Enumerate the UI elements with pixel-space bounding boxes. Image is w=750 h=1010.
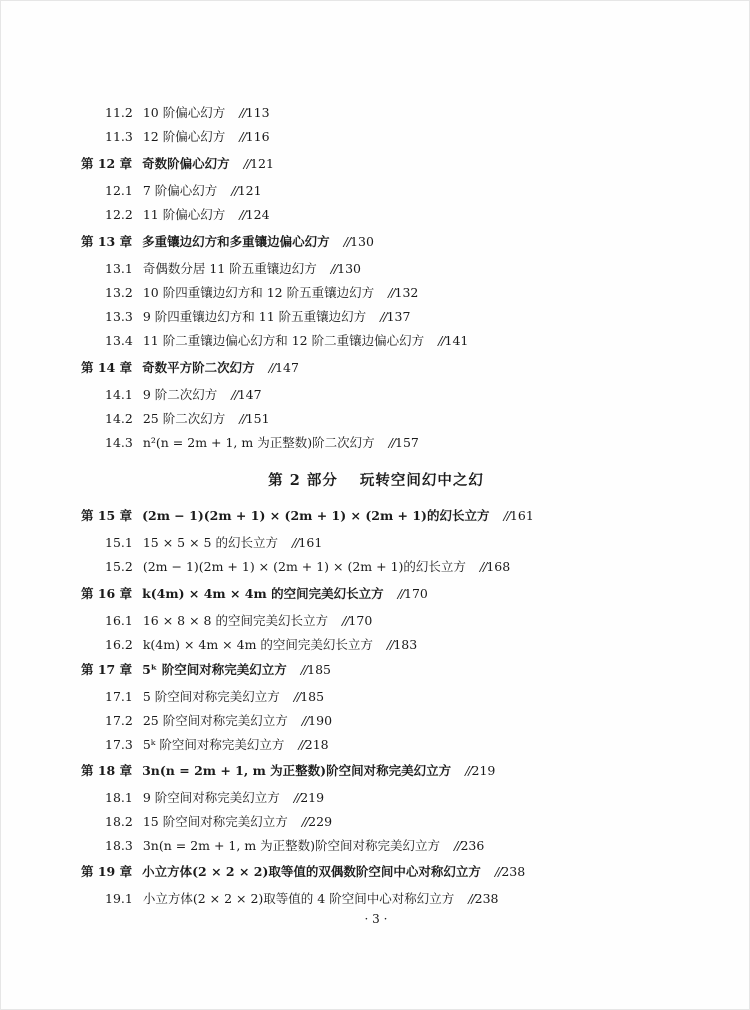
page-reference: //157 xyxy=(388,435,419,450)
entry-title: n²(n = 2m + 1, m 为正整数)阶二次幻方 xyxy=(142,435,375,450)
entry-title: 奇偶数分居 11 阶五重镶边幻方 xyxy=(142,261,317,276)
toc-entry[interactable] xyxy=(105,129,270,145)
page-number: 141 xyxy=(444,333,469,348)
entry-number: 15.2 xyxy=(105,559,133,574)
entry-number: 13.3 xyxy=(105,309,133,324)
chapter-number: 第 18 章 xyxy=(81,763,133,778)
page-number: 124 xyxy=(245,207,270,222)
page-number: 236 xyxy=(460,838,485,853)
entry-number: 12.1 xyxy=(105,183,133,198)
toc-entry[interactable] xyxy=(105,559,510,575)
page-number: 183 xyxy=(393,637,418,652)
page-reference: //236 xyxy=(454,838,485,853)
page-reference: //168 xyxy=(479,559,511,574)
entry-number: 11.2 xyxy=(105,105,133,120)
page-number: 170 xyxy=(348,613,373,628)
page-reference: //116 xyxy=(239,129,270,144)
entry-title: 5 阶空间对称完美幻立方 xyxy=(142,689,280,704)
entry-title: 11 阶偏心幻方 xyxy=(142,207,226,222)
entry-title: 3n(n = 2m + 1, m 为正整数)阶空间对称完美幻立方 xyxy=(142,838,441,853)
page-reference: //130 xyxy=(343,234,374,249)
page-number: 185 xyxy=(307,662,331,677)
entry-number: 14.2 xyxy=(105,411,133,426)
entry-number: 11.3 xyxy=(105,129,133,144)
toc-entry[interactable] xyxy=(105,689,324,705)
page-number: 147 xyxy=(237,387,262,402)
entry-title: 11 阶二重镶边偏心幻方和 12 阶二重镶边偏心幻方 xyxy=(142,333,425,348)
chapter-number: 第 16 章 xyxy=(81,586,133,601)
page-number: 161 xyxy=(509,508,534,523)
page-number: 157 xyxy=(395,435,419,450)
chapter-title: 多重镶边幻方和多重镶边偏心幻方 xyxy=(142,234,330,249)
entry-number: 13.1 xyxy=(105,261,133,276)
page-number: 121 xyxy=(250,156,274,171)
toc-chapter[interactable] xyxy=(81,763,495,779)
entry-title: 12 阶偏心幻方 xyxy=(142,129,226,144)
chapter-title: 小立方体(2 × 2 × 2)取等值的双偶数阶空间中心对称幻立方 xyxy=(142,864,481,879)
page-reference: //124 xyxy=(239,207,270,222)
entry-title: 25 阶空间对称完美幻立方 xyxy=(142,713,288,728)
page-number: 168 xyxy=(486,559,511,574)
entry-number: 17.2 xyxy=(105,713,133,728)
toc-chapter[interactable] xyxy=(81,864,525,880)
page-reference: //190 xyxy=(301,713,333,728)
page-reference: //183 xyxy=(386,637,418,652)
chapter-number: 第 19 章 xyxy=(81,864,133,879)
entry-title: 10 阶偏心幻方 xyxy=(142,105,226,120)
entry-number: 17.3 xyxy=(105,737,133,752)
toc-chapter[interactable] xyxy=(81,508,534,524)
toc-entry[interactable] xyxy=(105,207,270,223)
chapter-title: k(4m) × 4m × 4m 的空间完美幻长立方 xyxy=(142,586,384,601)
page-reference: //218 xyxy=(298,737,329,752)
toc-entry[interactable] xyxy=(105,183,262,199)
page-number: 229 xyxy=(308,814,333,829)
page-number: 147 xyxy=(275,360,299,375)
page-reference: //185 xyxy=(293,689,325,704)
page-number: 137 xyxy=(386,309,411,324)
entry-title: (2m − 1)(2m + 1) × (2m + 1) × (2m + 1)的幻长立方 xyxy=(142,559,466,574)
entry-number: 18.3 xyxy=(105,838,133,853)
page-reference: //132 xyxy=(388,285,419,300)
part-label: 第 2 部分 xyxy=(268,472,338,489)
toc-entry[interactable] xyxy=(105,891,499,907)
chapter-title: (2m − 1)(2m + 1) × (2m + 1) × (2m + 1)的幻长立方 xyxy=(142,508,490,523)
page-reference: //170 xyxy=(341,613,373,628)
page-reference: //219 xyxy=(465,763,496,778)
toc-entry[interactable] xyxy=(105,285,418,301)
chapter-number: 第 13 章 xyxy=(81,234,133,249)
toc-entry[interactable] xyxy=(105,435,419,451)
toc-entry[interactable] xyxy=(105,637,417,653)
page-number: 132 xyxy=(394,285,419,300)
entry-title: 小立方体(2 × 2 × 2)取等值的 4 阶空间中心对称幻立方 xyxy=(142,891,455,906)
chapter-title: 5ᵏ 阶空间对称完美幻立方 xyxy=(142,662,287,677)
page-number: 218 xyxy=(304,737,329,752)
chapter-title: 3n(n = 2m + 1, m 为正整数)阶空间对称完美幻立方 xyxy=(142,763,452,778)
toc-entry[interactable] xyxy=(105,613,372,629)
toc-entry[interactable] xyxy=(105,309,410,325)
page-number: 130 xyxy=(350,234,374,249)
part-title: 玩转空间幻中之幻 xyxy=(359,472,484,489)
entry-title: 15 × 5 × 5 的幻长立方 xyxy=(142,535,278,550)
page-number: 113 xyxy=(245,105,270,120)
entry-title: 10 阶四重镶边幻方和 12 阶五重镶边幻方 xyxy=(142,285,375,300)
page-reference: //113 xyxy=(239,105,270,120)
toc-chapter[interactable] xyxy=(81,662,331,678)
page-number: 185 xyxy=(300,689,325,704)
page-reference: //161 xyxy=(503,508,534,523)
page-reference: //147 xyxy=(231,387,262,402)
page-number: 219 xyxy=(300,790,325,805)
entry-number: 19.1 xyxy=(105,891,133,906)
toc-chapter[interactable] xyxy=(81,586,428,602)
page-reference: //229 xyxy=(301,814,333,829)
entry-title: 25 阶二次幻方 xyxy=(142,411,226,426)
page-reference: //121 xyxy=(231,183,262,198)
page-reference: //170 xyxy=(397,586,428,601)
toc-entry[interactable] xyxy=(105,387,262,403)
toc-chapter[interactable] xyxy=(81,156,274,172)
page-number: 151 xyxy=(245,411,270,426)
toc-entry[interactable] xyxy=(105,105,270,121)
entry-title: 9 阶二次幻方 xyxy=(142,387,218,402)
chapter-title: 奇数平方阶二次幻方 xyxy=(142,360,255,375)
chapter-number: 第 12 章 xyxy=(81,156,133,171)
toc-entry[interactable] xyxy=(105,790,324,806)
entry-title: 9 阶空间对称完美幻立方 xyxy=(142,790,280,805)
page-reference: //130 xyxy=(330,261,361,276)
page-number: 219 xyxy=(471,763,496,778)
page-reference: //141 xyxy=(438,333,469,348)
entry-title: 7 阶偏心幻方 xyxy=(142,183,218,198)
chapter-title: 奇数阶偏心幻方 xyxy=(142,156,230,171)
page-reference: //137 xyxy=(380,309,411,324)
page-reference: //121 xyxy=(243,156,274,171)
toc-chapter[interactable] xyxy=(81,234,374,250)
page-number: 161 xyxy=(298,535,323,550)
page-reference: //151 xyxy=(239,411,270,426)
page-reference: //161 xyxy=(291,535,323,550)
toc-entry[interactable] xyxy=(105,535,322,551)
toc-entry[interactable] xyxy=(105,713,332,729)
toc-entry[interactable] xyxy=(105,411,270,427)
entry-number: 17.1 xyxy=(105,689,133,704)
entry-title: 15 阶空间对称完美幻立方 xyxy=(142,814,288,829)
toc-entry[interactable] xyxy=(105,838,484,854)
page-reference: //238 xyxy=(494,864,526,879)
page-reference: //238 xyxy=(468,891,499,906)
entry-number: 18.1 xyxy=(105,790,133,805)
chapter-number: 第 14 章 xyxy=(81,360,133,375)
entry-title: 9 阶四重镶边幻方和 11 阶五重镶边幻方 xyxy=(142,309,367,324)
chapter-number: 第 17 章 xyxy=(81,662,133,677)
entry-number: 13.2 xyxy=(105,285,133,300)
toc-entry[interactable] xyxy=(105,814,332,830)
entry-number: 13.4 xyxy=(105,333,133,348)
page-number-footer: · 3 · xyxy=(364,912,388,926)
entry-title: k(4m) × 4m × 4m 的空间完美幻长立方 xyxy=(142,637,373,652)
entry-number: 16.2 xyxy=(105,637,133,652)
entry-number: 16.1 xyxy=(105,613,133,628)
page-number: 130 xyxy=(337,261,361,276)
page-number: 238 xyxy=(501,864,526,879)
entry-number: 14.1 xyxy=(105,387,133,402)
entry-title: 5ᵏ 阶空间对称完美幻立方 xyxy=(142,737,285,752)
page-reference: //147 xyxy=(268,360,299,375)
page-number: 121 xyxy=(237,183,262,198)
entry-number: 18.2 xyxy=(105,814,133,829)
entry-number: 14.3 xyxy=(105,435,133,450)
page-number: 170 xyxy=(404,586,428,601)
entry-number: 15.1 xyxy=(105,535,133,550)
page-number: 238 xyxy=(474,891,499,906)
entry-number: 12.2 xyxy=(105,207,133,222)
toc-entry[interactable] xyxy=(105,261,361,277)
toc-entry[interactable] xyxy=(105,737,329,753)
entry-title: 16 × 8 × 8 的空间完美幻长立方 xyxy=(142,613,328,628)
page-number: 116 xyxy=(245,129,270,144)
toc-chapter[interactable] xyxy=(81,360,299,376)
part-heading xyxy=(1,469,750,490)
page-reference: //219 xyxy=(293,790,325,805)
page-reference: //185 xyxy=(300,662,331,677)
page-number: 190 xyxy=(308,713,333,728)
chapter-number: 第 15 章 xyxy=(81,508,133,523)
toc-entry[interactable] xyxy=(105,333,468,349)
